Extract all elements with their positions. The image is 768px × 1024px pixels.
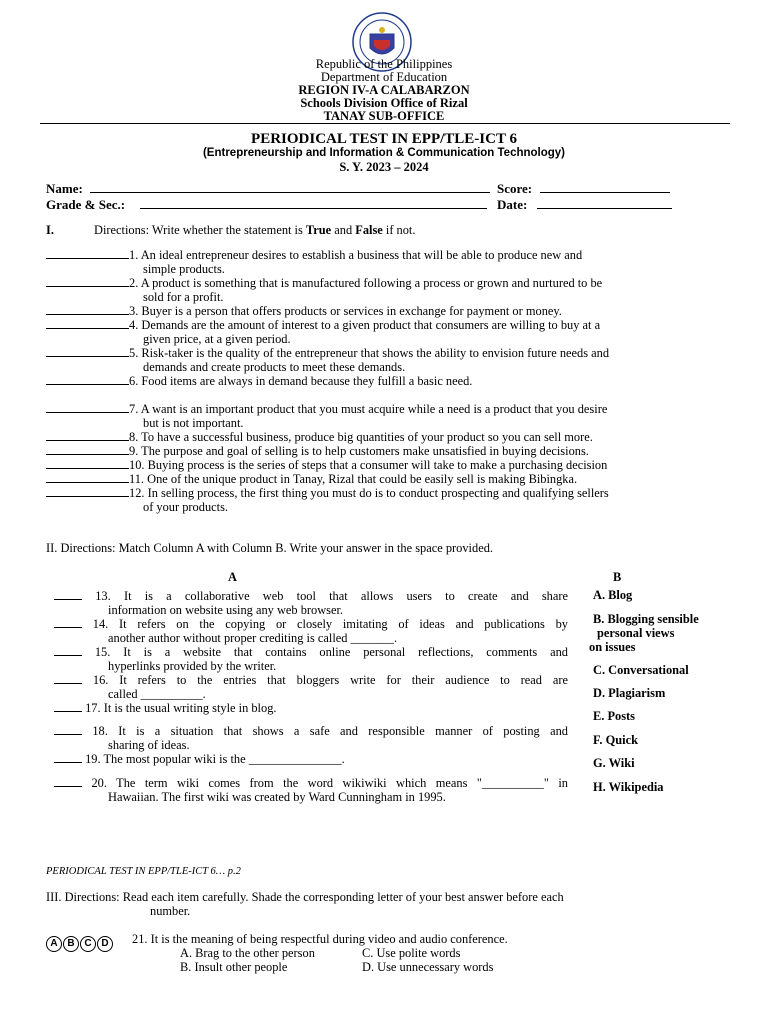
- match-item-line: [54, 701, 568, 716]
- item-number: 10.: [129, 458, 145, 472]
- answer-blank[interactable]: [46, 346, 129, 357]
- item-text: A want is an important product that you must acquire while a need is a product that you desire: [140, 402, 608, 416]
- division-line: Schools Division Office of Rizal: [300, 96, 468, 110]
- answer-blank[interactable]: [46, 444, 129, 455]
- match-item: [54, 776, 568, 804]
- name-label: Name:: [46, 181, 83, 196]
- match-item: [54, 724, 568, 752]
- choice-item: E. Posts: [593, 709, 635, 723]
- date-field[interactable]: [537, 197, 672, 209]
- item-text-cont: simple products.: [143, 261, 225, 276]
- part2-directions: II. Directions: Match Column A with Column B. Write your answer in the space provided.: [46, 541, 493, 555]
- score-field[interactable]: [540, 181, 670, 193]
- item-text: In selling process, the first thing you must do is to conduct prospecting and qualifying sellers: [147, 486, 609, 500]
- item-number: 2.: [129, 276, 139, 290]
- answer-blank[interactable]: [54, 589, 82, 600]
- item-text: It refers on the copying or closely imitating of ideas and publications by: [119, 617, 568, 631]
- column-a-header: A: [228, 570, 237, 584]
- answer-blank[interactable]: [46, 458, 129, 469]
- item-text: The most popular wiki is the _______________.: [103, 752, 345, 766]
- choice-item: D. Plagiarism: [593, 686, 666, 700]
- test-title: PERIODICAL TEST IN EPP/TLE-ICT 6: [251, 131, 517, 147]
- answer-blank[interactable]: [46, 304, 129, 315]
- item-text: It is a collaborative web tool that allows users to create and share: [123, 589, 568, 603]
- item-text: Risk-taker is the quality of the entrepreneur that shows the ability to envision future needs and: [141, 346, 610, 360]
- tf-item-line: [46, 248, 722, 263]
- item-text: Demands are the amount of interest to a given product that consumers are willing to buy at a: [141, 318, 601, 332]
- choice-item: personal views: [597, 626, 675, 640]
- part1-roman: I.: [46, 223, 54, 237]
- item-text: The term wiki comes from the word wikiwiki which means "__________" in: [116, 776, 568, 790]
- school-year: S. Y. 2023 – 2024: [339, 160, 429, 174]
- choice-item: G. Wiki: [593, 756, 635, 770]
- answer-blank[interactable]: [46, 374, 129, 385]
- choice-item: on issues: [589, 640, 636, 654]
- item-text-cont: sharing of ideas.: [108, 737, 190, 752]
- tf-item-line: [46, 402, 722, 417]
- tf-item-line: [46, 276, 722, 291]
- match-item-line: [54, 776, 568, 791]
- answer-blank[interactable]: [46, 276, 129, 287]
- match-item-line: [54, 673, 568, 688]
- tf-item: [46, 472, 722, 487]
- tf-item-line: [46, 458, 722, 473]
- option-b: B. Insult other people: [180, 960, 288, 974]
- choice-item: A. Blog: [593, 588, 633, 602]
- choice-item: H. Wikipedia: [593, 780, 664, 794]
- item-number: 17.: [85, 701, 101, 715]
- item-text-cont: called __________.: [108, 686, 206, 701]
- score-label: Score:: [497, 181, 533, 196]
- choice-item: C. Conversational: [593, 663, 689, 677]
- item-number: 16.: [92, 673, 109, 687]
- test-subtitle: (Entrepreneurship and Information & Communication Technology): [202, 147, 566, 159]
- answer-blank[interactable]: [46, 486, 129, 497]
- match-item: [54, 589, 568, 617]
- tf-item: [46, 402, 722, 430]
- part3-directions-cont: number.: [150, 904, 191, 918]
- answer-blank[interactable]: [54, 645, 82, 656]
- item-number: 1.: [129, 248, 139, 262]
- name-field[interactable]: [90, 181, 490, 193]
- item-text-cont: given price, at a given period.: [143, 331, 291, 346]
- item-number: 11.: [129, 472, 145, 486]
- answer-blank[interactable]: [46, 318, 129, 329]
- item-text-cont: hyperlinks provided by the writer.: [108, 658, 277, 673]
- item-text-cont: information on website using any web browser.: [108, 602, 344, 617]
- item-text: Buyer is a person that offers products or services in exchange for payment or money.: [141, 304, 562, 318]
- answer-blank[interactable]: [46, 248, 129, 259]
- item-text: An ideal entrepreneur desires to establish a business that will be able to produce new and: [140, 248, 583, 262]
- item-text: It is the usual writing style in blog.: [103, 701, 277, 715]
- department-line: Department of Education: [320, 70, 448, 84]
- answer-blank[interactable]: [46, 430, 129, 441]
- item-number: 18.: [92, 724, 108, 738]
- tf-item-line: [46, 472, 722, 487]
- running-head: PERIODICAL TEST IN EPP/TLE-ICT 6… p.2: [46, 866, 241, 877]
- answer-blank[interactable]: [54, 724, 82, 735]
- answer-blank[interactable]: [54, 752, 82, 763]
- item-number: 7.: [129, 402, 139, 416]
- bubble-d[interactable]: D: [97, 936, 113, 952]
- item-number: 15.: [94, 645, 111, 659]
- item-text: It is a website that contains online personal reflections, comments and: [123, 645, 568, 659]
- answer-blank[interactable]: [54, 617, 82, 628]
- bubble-b[interactable]: B: [63, 936, 79, 952]
- match-item: [54, 645, 568, 673]
- choice-item: B. Blogging sensible: [593, 612, 699, 626]
- match-item: [54, 617, 568, 645]
- tf-item: [46, 430, 722, 445]
- item-text: A product is something that is manufactured following a process or grown and nurtured to be: [140, 276, 603, 290]
- item-text-cont: another author without proper crediting is called _______.: [108, 630, 398, 645]
- tf-item: [46, 248, 722, 276]
- tf-item: [46, 276, 722, 304]
- tf-item-line: [46, 444, 722, 459]
- item-text: The purpose and goal of selling is to help customers make unsatisfied in buying decisions.: [141, 444, 589, 458]
- grade-label: Grade & Sec.:: [46, 197, 126, 212]
- item-number: 4.: [129, 318, 139, 332]
- letterhead: [0, 58, 768, 123]
- tf-item-line: [46, 486, 722, 501]
- item-number: 13.: [95, 589, 111, 603]
- tf-item: [46, 304, 722, 319]
- tf-item: [46, 486, 722, 514]
- suboffice-line: TANAY SUB-OFFICE: [323, 109, 445, 123]
- item-number: 19.: [85, 752, 101, 766]
- item-text-cont: sold for a profit.: [143, 289, 224, 304]
- bubble-a[interactable]: A: [46, 936, 62, 952]
- match-item-line: [54, 617, 568, 632]
- header-divider: [40, 123, 730, 124]
- match-item-line: [54, 724, 568, 739]
- tf-item-line: [46, 346, 722, 361]
- item-number: 12.: [129, 486, 145, 500]
- republic-line: Republic of the Philippines: [315, 57, 453, 71]
- item-number: 9.: [129, 444, 139, 458]
- part1-directions: Directions: Write whether the statement is True and False if not.: [94, 223, 416, 237]
- match-item: [54, 752, 568, 767]
- choice-item: F. Quick: [593, 733, 638, 747]
- option-d: D. Use unnecessary words: [362, 960, 494, 974]
- item-text-cont: but is not important.: [143, 415, 244, 430]
- answer-blank[interactable]: [54, 701, 82, 712]
- tf-item-line: [46, 374, 722, 389]
- tf-item: [46, 444, 722, 459]
- grade-field[interactable]: [140, 197, 487, 209]
- item-text: It refers to the entries that bloggers write for their audience to read are: [119, 673, 568, 687]
- tf-item: [46, 458, 722, 473]
- tf-item-line: [46, 430, 722, 445]
- answer-bubbles: [46, 933, 114, 952]
- item-number: 8.: [129, 430, 139, 444]
- answer-blank[interactable]: [54, 673, 82, 684]
- answer-blank[interactable]: [46, 402, 129, 413]
- item-number: 20.: [91, 776, 107, 790]
- item-number: 6.: [129, 374, 139, 388]
- item-number: 5.: [129, 346, 139, 360]
- answer-blank[interactable]: [46, 472, 129, 483]
- part3-directions: III. Directions: Read each item carefully. Shade the corresponding letter of your best answer before each: [46, 890, 564, 904]
- tf-item: [46, 374, 722, 389]
- item-text-cont: demands and create products to meet these demands.: [143, 359, 406, 374]
- item-text: It is a situation that shows a safe and responsible manner of posting and: [118, 724, 568, 738]
- option-a: A. Brag to the other person: [180, 946, 315, 960]
- match-item-line: [54, 589, 568, 604]
- region-line: REGION IV-A CALABARZON: [298, 83, 470, 97]
- tf-item: [46, 318, 722, 346]
- item-text: Food items are always in demand because they fulfill a basic need.: [141, 374, 473, 388]
- match-item: [54, 701, 568, 716]
- match-item-line: [54, 752, 568, 767]
- column-b-header: B: [613, 570, 622, 584]
- item-text-cont: of your products.: [143, 499, 228, 514]
- item-number: 3.: [129, 304, 139, 318]
- item-text-cont: Hawaiian. The first wiki was created by Ward Cunningham in 1995.: [108, 789, 446, 804]
- date-label: Date:: [497, 197, 528, 212]
- item-text: One of the unique product in Tanay, Rizal that could be easily sell is making Bibingka.: [147, 472, 578, 486]
- item-text: To have a successful business, produce big quantities of your product so you can sell more.: [141, 430, 593, 444]
- tf-item-line: [46, 318, 722, 333]
- item-number: 14.: [92, 617, 109, 631]
- option-c: C. Use polite words: [362, 946, 461, 960]
- match-item: [54, 673, 568, 701]
- tf-item: [46, 346, 722, 374]
- answer-blank[interactable]: [54, 776, 82, 787]
- tf-item-line: [46, 304, 722, 319]
- match-item-line: [54, 645, 568, 660]
- item-text: Buying process is the series of steps that a consumer will take to make a purchasing decision: [147, 458, 608, 472]
- question-21: 21. It is the meaning of being respectful during video and audio conference.: [132, 932, 508, 946]
- bubble-c[interactable]: C: [80, 936, 96, 952]
